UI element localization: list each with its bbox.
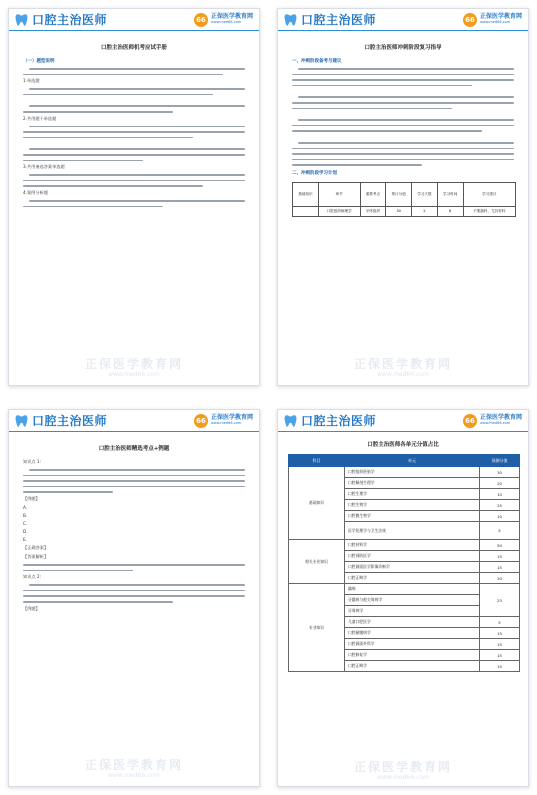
- watermark: 正保医学教育网: [84, 758, 183, 772]
- tooth-icon: [15, 13, 28, 27]
- text-line: [23, 131, 245, 133]
- text-line: [292, 74, 514, 76]
- score-cell: 15: [480, 661, 520, 672]
- text-line: [23, 160, 143, 162]
- score-cell: 20: [480, 573, 520, 584]
- table-header-cell: 章节: [318, 182, 360, 206]
- text-line: [23, 595, 245, 597]
- page-header-title: 口腔主治医师: [301, 414, 377, 428]
- unit-cell: 口腔生理学: [345, 489, 480, 500]
- text-line: [23, 590, 245, 592]
- brand-badge-icon: 66: [463, 13, 477, 27]
- text-line: [298, 68, 514, 70]
- table-header-row: [289, 455, 520, 467]
- text-line: [29, 469, 245, 471]
- score-cell: 15: [480, 639, 520, 650]
- table-header-cell: 学习天数: [412, 182, 438, 206]
- table-cell: 口腔组织病理学: [318, 206, 360, 216]
- table-header-row: [293, 182, 516, 206]
- brand-logo: [194, 13, 253, 27]
- page-title: 口腔主治医师冲刺阶段复习指导: [364, 45, 442, 51]
- page-header-title: 口腔主治医师: [32, 414, 108, 428]
- sub-heading: 3.共用备选答案单选题: [23, 164, 65, 170]
- watermark: 正保医学教育网: [84, 357, 183, 371]
- score-cell: 5: [480, 522, 520, 540]
- table-cell: 2: [412, 206, 438, 216]
- table-header-cell: 重要考点: [360, 182, 386, 206]
- watermark: 正保医学教育网: [353, 760, 452, 774]
- text-line: [292, 164, 422, 166]
- text-line: [29, 126, 245, 128]
- table-row: [289, 540, 520, 551]
- text-line: [23, 486, 245, 488]
- subject-cell: 相关专业知识: [289, 540, 345, 584]
- text-line: [29, 200, 245, 202]
- example-label: 【例题】: [23, 495, 40, 501]
- table-cell: 30: [386, 206, 412, 216]
- unit-cell: 口腔生物学: [345, 500, 480, 511]
- table-cell: 不要漏科，尤其材料: [463, 206, 515, 216]
- text-line: [29, 105, 245, 107]
- text-line: [29, 88, 245, 90]
- unit-cell: 口腔预防医学: [345, 551, 480, 562]
- text-line: [23, 564, 245, 566]
- text-line: [23, 74, 223, 76]
- section-heading: 二、冲刺阶段学习计划: [292, 170, 337, 176]
- score-cell: 5: [480, 617, 520, 628]
- text-line: [292, 125, 514, 127]
- brand-badge-icon: 66: [463, 414, 477, 428]
- table-header-cell: 预测分值: [480, 455, 520, 467]
- text-line: [292, 153, 514, 155]
- text-line: [292, 79, 514, 81]
- text-line: [23, 480, 245, 482]
- text-line: [29, 584, 245, 586]
- unit-cell: 口腔颌面外科学: [345, 639, 480, 650]
- page-header: [9, 9, 259, 31]
- text-line: [23, 154, 245, 156]
- watermark-url: www.med66.com: [377, 371, 429, 378]
- text-line: [29, 68, 245, 70]
- score-cell: 10: [480, 489, 520, 500]
- score-cell: 50: [480, 540, 520, 551]
- table-header-cell: 单元: [345, 455, 480, 467]
- sub-heading: 1.单选题: [23, 78, 40, 84]
- page-header-title: 口腔主治医师: [301, 13, 377, 27]
- text-line: [292, 148, 514, 150]
- table-row: [289, 467, 520, 478]
- unit-cell: 牙周病学: [345, 606, 480, 617]
- watermark-url: www.med66.com: [108, 371, 160, 378]
- option-label: E.: [23, 536, 27, 542]
- sub-heading: 2.共用题干单选题: [23, 115, 57, 121]
- brand-url: www.med66.com: [479, 20, 511, 25]
- score-cell: 15: [480, 551, 520, 562]
- text-line: [298, 96, 514, 98]
- unit-cell: 口腔组织胚胎学: [345, 467, 480, 478]
- tooth-icon: [284, 414, 297, 428]
- text-line: [292, 159, 514, 161]
- brand-name: 正保医学教育网: [210, 13, 253, 21]
- document-page-2: [277, 8, 529, 386]
- table-cell: [293, 206, 319, 216]
- page-header-title: 口腔主治医师: [32, 13, 108, 27]
- text-line: [23, 180, 245, 182]
- brand-url: www.med66.com: [210, 20, 242, 25]
- brand-name: 正保医学教育网: [479, 414, 522, 422]
- text-line: [23, 206, 163, 208]
- score-cell: 15: [480, 650, 520, 661]
- table-header-cell: 预计分值: [386, 182, 412, 206]
- brand-url: www.med66.com: [210, 421, 242, 426]
- option-label: A.: [23, 504, 28, 510]
- brand-logo: [463, 414, 522, 428]
- document-page-3: [8, 409, 260, 787]
- answer-label: 【正确答案】: [23, 544, 49, 550]
- text-line: [23, 475, 245, 477]
- text-line: [23, 570, 133, 572]
- text-line: [298, 142, 514, 144]
- unit-cell: 牙髓病与根尖周病学: [345, 595, 480, 606]
- section-heading: 一、冲刺阶段备考与建议: [292, 59, 342, 64]
- page-title: 口腔主治医师机考应试手册: [100, 45, 167, 51]
- watermark: 正保医学教育网: [353, 357, 452, 371]
- score-cell: 15: [480, 562, 520, 573]
- text-line: [29, 148, 245, 150]
- page-header: [278, 410, 528, 432]
- document-page-4: [277, 409, 529, 787]
- brand-badge-icon: 66: [194, 414, 208, 428]
- unit-cell: 口腔颌面医学影像诊断学: [345, 562, 480, 573]
- document-page-1: [8, 8, 260, 386]
- explanation-label: 【答案解析】: [23, 553, 49, 559]
- option-label: D.: [23, 528, 28, 534]
- tooth-icon: [15, 414, 28, 428]
- table-row: [289, 584, 520, 595]
- unit-cell: 口腔正畸学: [345, 573, 480, 584]
- brand-logo: [194, 414, 253, 428]
- unit-cell: 口腔解剖生理学: [345, 478, 480, 489]
- text-line: [23, 185, 203, 187]
- unit-cell: 口腔材料学: [345, 540, 480, 551]
- table-header-cell: 学习时间: [437, 182, 463, 206]
- table-header-cell: 基础知识: [293, 182, 319, 206]
- subject-cell: 专业知识: [289, 584, 345, 672]
- unit-cell: 口腔正畸学: [345, 661, 480, 672]
- brand-name: 正保医学教育网: [479, 13, 522, 21]
- table-cell: 牙体组织: [360, 206, 386, 216]
- text-line: [23, 491, 113, 493]
- brand-logo: [463, 13, 522, 27]
- unit-cell: 龋病: [345, 584, 480, 595]
- page-title: 口腔主治医师各单元分值占比: [367, 442, 439, 448]
- text-line: [29, 174, 245, 176]
- brand-name: 正保医学教育网: [210, 414, 253, 422]
- study-plan-table: [292, 182, 516, 217]
- score-cell: 15: [480, 628, 520, 639]
- watermark-url: www.med66.com: [377, 774, 429, 781]
- unit-cell: 儿童口腔医学: [345, 617, 480, 628]
- text-line: [298, 119, 514, 121]
- knowledge-point-label: 知识点 1:: [23, 459, 41, 464]
- unit-cell: 医学伦理学与卫生法规: [345, 522, 480, 540]
- text-line: [292, 102, 514, 104]
- unit-cell: 口腔黏膜病学: [345, 628, 480, 639]
- table-header-cell: 学习建议: [463, 182, 515, 206]
- score-cell: 25: [480, 500, 520, 511]
- score-cell: 23: [480, 584, 520, 617]
- score-cell: 10: [480, 511, 520, 522]
- text-line: [23, 111, 173, 113]
- option-label: B.: [23, 512, 28, 518]
- tooth-icon: [284, 13, 297, 27]
- sub-heading: 4.案例分析题: [23, 189, 48, 195]
- score-distribution-table: [288, 454, 520, 672]
- example-label: 【例题】: [23, 605, 40, 611]
- table-row: [293, 206, 516, 216]
- score-cell: 20: [480, 478, 520, 489]
- option-label: C.: [23, 520, 28, 526]
- watermark-url: www.med66.com: [108, 772, 160, 779]
- page-header: [278, 9, 528, 31]
- brand-badge-icon: 66: [194, 13, 208, 27]
- unit-cell: 口腔修复学: [345, 650, 480, 661]
- subject-cell: 基础知识: [289, 467, 345, 540]
- page-header: [9, 410, 259, 432]
- unit-cell: 口腔微生物学: [345, 511, 480, 522]
- table-cell: 8: [437, 206, 463, 216]
- section-heading: （一）题型说明: [23, 59, 55, 64]
- brand-url: www.med66.com: [479, 421, 511, 426]
- score-cell: 30: [480, 467, 520, 478]
- table-header-cell: 科目: [289, 455, 345, 467]
- text-line: [23, 601, 173, 603]
- page-title: 口腔主治医师精选考点+例题: [98, 446, 170, 452]
- knowledge-point-label: 知识点 2:: [23, 574, 41, 580]
